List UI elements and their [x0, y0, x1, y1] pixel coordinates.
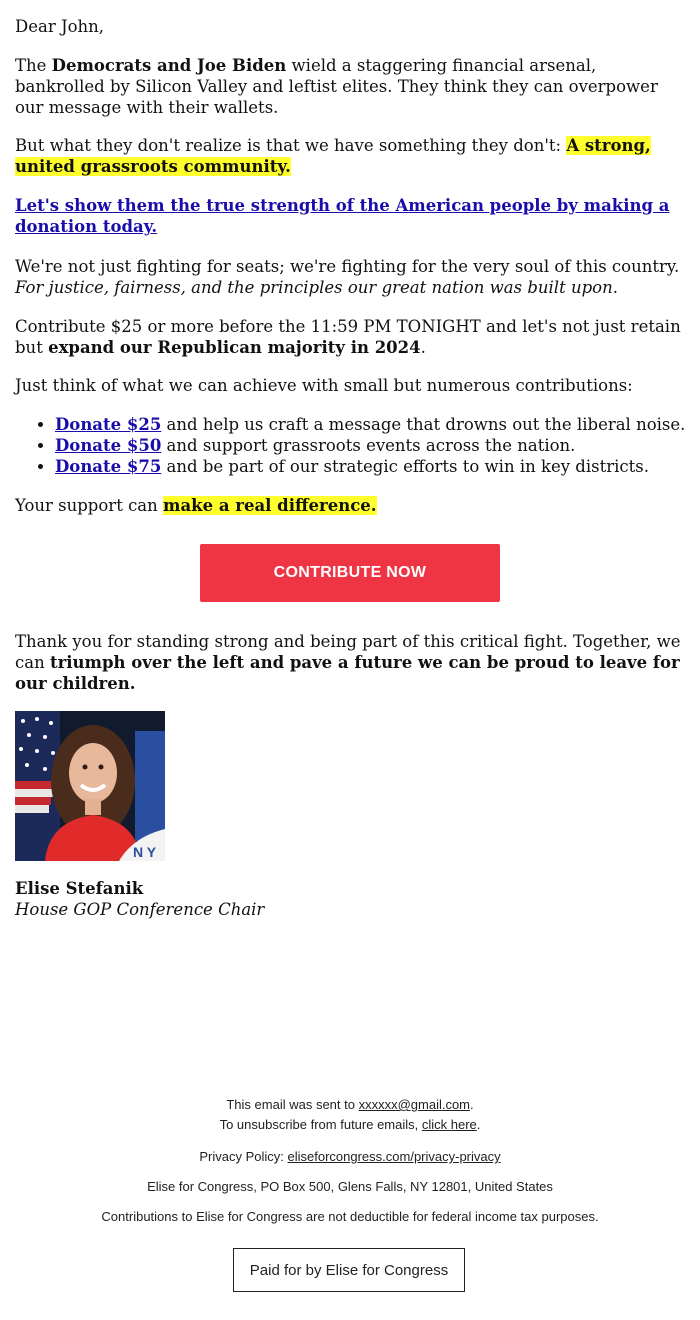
signature-name: Elise Stefanik: [15, 879, 144, 898]
text: wield a staggering financial arsenal, bankrolled by Silicon Valley and leftist elites. They think they can overpower our message with their wallets.: [15, 56, 658, 117]
tax-disclaimer: Contributions to Elise for Congress are not deductible for federal income tax purposes.: [101, 1209, 599, 1224]
grassroots-paragraph: [15, 135, 685, 177]
list-item: [55, 456, 700, 477]
privacy-line: [0, 1147, 700, 1167]
paid-for-disclaimer: Paid for by Elise for Congress: [233, 1248, 465, 1292]
greeting: Dear John,: [15, 17, 105, 36]
donate-50-link[interactable]: Donate $50: [55, 436, 162, 455]
donate-75-link[interactable]: Donate $75: [55, 457, 162, 476]
mailing-address: Elise for Congress, PO Box 500, Glens Falls, NY 12801, United States: [147, 1179, 553, 1194]
text: To unsubscribe from future emails,: [219, 1117, 422, 1132]
donate-today-link[interactable]: Let's show them the true strength of the American people by making a donation today.: [15, 196, 670, 236]
text: .: [470, 1097, 474, 1112]
text: This email was sent to: [226, 1097, 359, 1112]
highlighted-text: A strong, united grassroots community.: [15, 136, 651, 176]
recipient-email-link[interactable]: xxxxxx@gmail.com: [358, 1097, 471, 1112]
text: .: [476, 1117, 481, 1132]
text: Contribute $25 or more before the 11:59 PM TONIGHT and let's not just retain but: [15, 317, 681, 357]
svg-text:N Y: N Y: [133, 844, 157, 860]
intro-paragraph: [15, 55, 685, 118]
unsubscribe-line: [0, 1115, 700, 1135]
bold-text: triumph over the left and pave a future we can be proud to leave for our children.: [15, 653, 680, 693]
text: The: [15, 56, 52, 75]
text: Privacy Policy:: [199, 1149, 288, 1164]
highlighted-text: make a real difference.: [163, 496, 377, 515]
text: But what they don't realize is that we have something they don't:: [15, 136, 567, 155]
signature-title: House GOP Conference Chair: [15, 900, 265, 919]
signature: [15, 878, 415, 920]
bold-text: expand our Republican majority in 2024: [48, 338, 421, 357]
donate-25-link[interactable]: Donate $25: [55, 415, 162, 434]
text: .: [420, 338, 426, 357]
signature-photo: [15, 711, 165, 861]
contribute-now-button[interactable]: CONTRIBUTE NOW: [200, 544, 500, 602]
donation-link-paragraph: [15, 195, 685, 237]
list-item-text: and support grassroots events across the nation.: [161, 436, 576, 455]
privacy-policy-link[interactable]: eliseforcongress.com/privacy-privacy: [287, 1149, 501, 1164]
italic-text: For justice, fairness, and the principles our great nation was built upon.: [15, 278, 618, 297]
bold-text: Democrats and Joe Biden: [51, 56, 287, 75]
sent-to-line: [0, 1095, 700, 1115]
list-item: [55, 414, 700, 435]
thank-you-paragraph: [15, 631, 685, 694]
text: Your support can: [15, 496, 164, 515]
donate-list: [15, 414, 700, 477]
support-paragraph: [15, 495, 685, 516]
contributions-intro: Just think of what we can achieve with small but numerous contributions:: [15, 376, 633, 395]
list-item-text: and be part of our strategic efforts to win in key districts.: [161, 457, 649, 476]
list-item: [55, 435, 700, 456]
list-item-text: and help us craft a message that drowns out the liberal noise.: [161, 415, 686, 434]
portrait-image: [15, 711, 165, 861]
footer-recipient: [0, 1095, 700, 1135]
deadline-paragraph: [15, 316, 685, 358]
text: Thank you for standing strong and being part of this critical fight. Together, we can: [15, 632, 681, 672]
unsubscribe-link[interactable]: click here: [421, 1117, 477, 1132]
text: We're not just fighting for seats; we're fighting for the very soul of this country.: [15, 257, 680, 276]
soul-paragraph: [15, 256, 685, 298]
